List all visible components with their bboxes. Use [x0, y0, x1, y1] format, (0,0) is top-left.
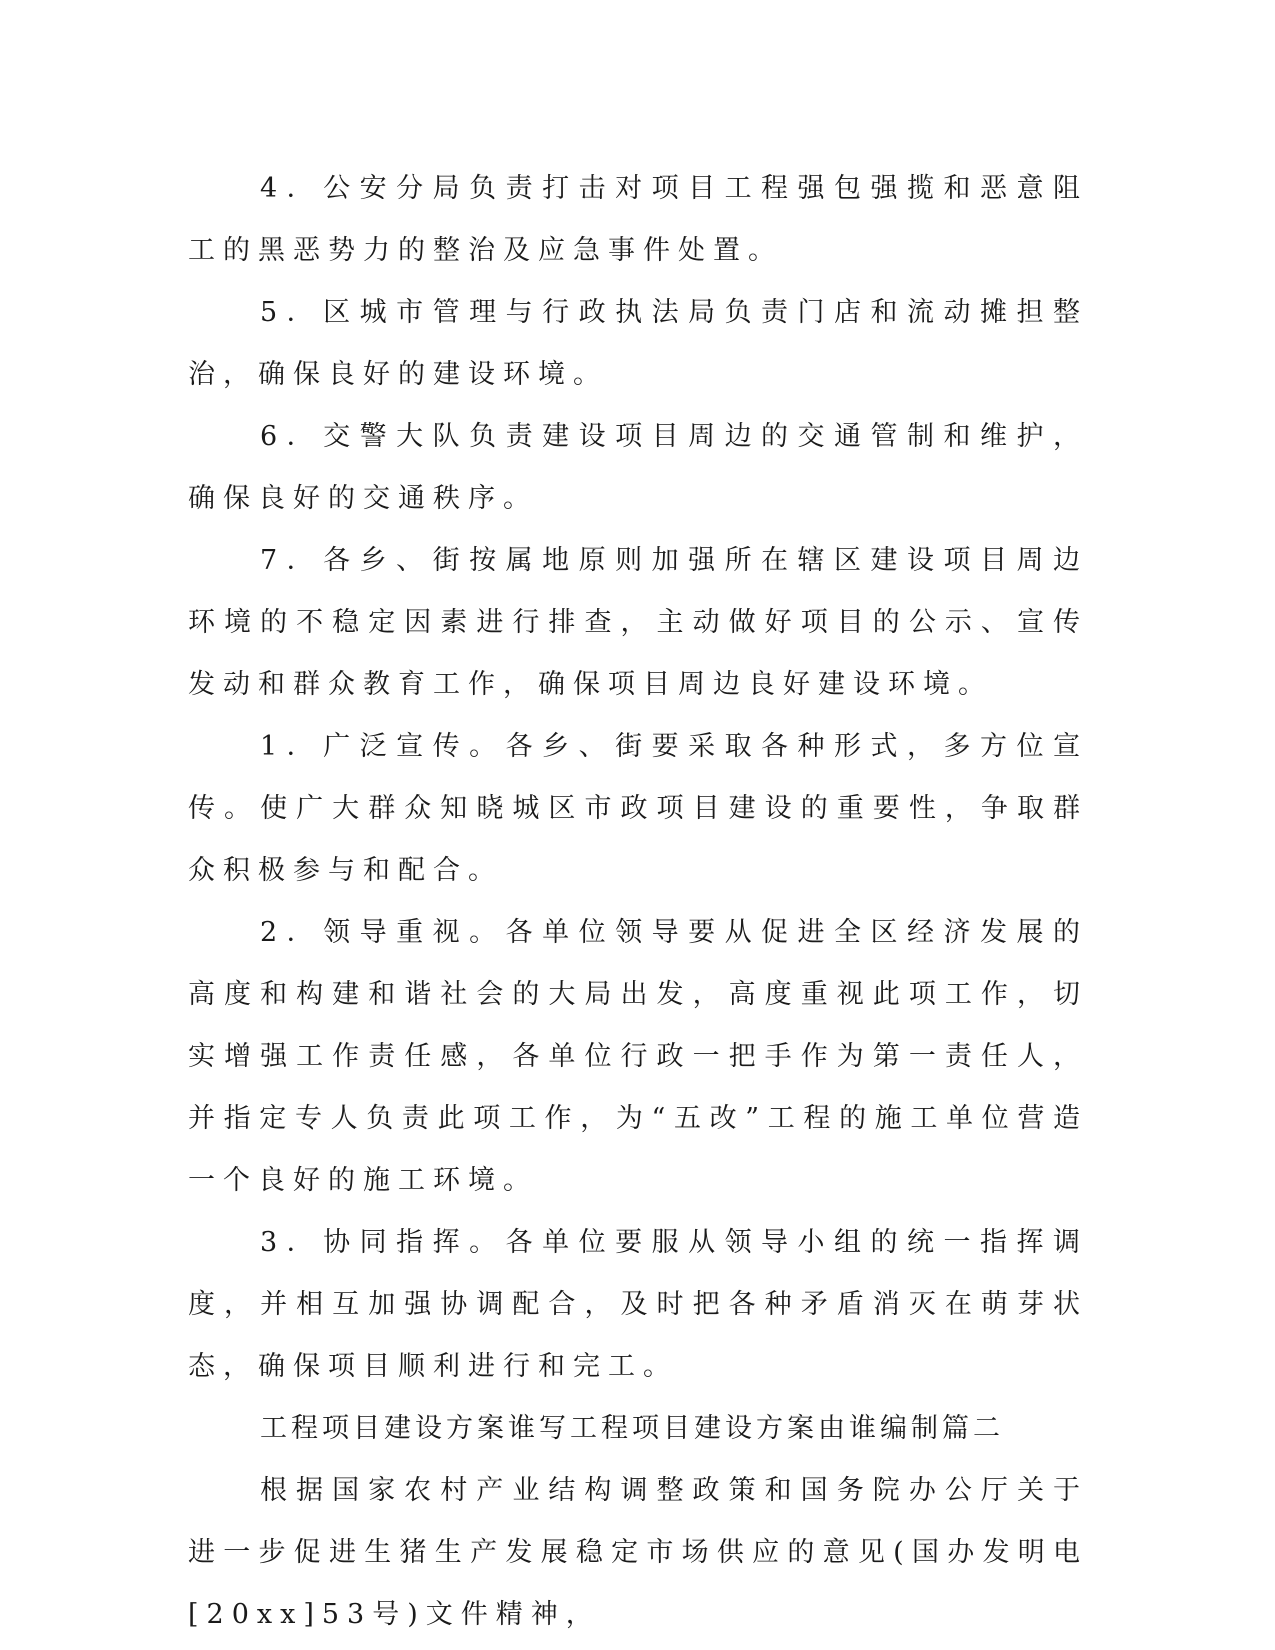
paragraph-leadership: 2．领导重视。各单位领导要从促进全区经济发展的高度和构建和谐社会的大局出发，高度重视此项工作，切实增强工作责任感，各单位行政一把手作为第一责任人，并指定专人负责此项工作，为“五改”工程的施工单位营造一个良好的施工环境。: [188, 917, 1088, 1196]
section-heading: 工程项目建设方案谁写工程项目建设方案由谁编制篇二: [260, 1413, 1004, 1444]
paragraph-publicity: 1．广泛宣传。各乡、街要采取各种形式，多方位宣传。使广大群众知晓城区市政项目建设的重要性，争取群众积极参与和配合。: [188, 731, 1088, 886]
paragraph-townships: 7．各乡、街按属地原则加强所在辖区建设项目周边环境的不稳定因素进行排查，主动做好项目的公示、宣传发动和群众教育工作，确保项目周边良好建设环境。: [188, 545, 1088, 700]
paragraph-policy-basis: 根据国家农村产业结构调整政策和国务院办公厅关于进一步促进生猪生产发展稳定市场供应的意见(国办发明电[20xx]53号)文件精神，: [188, 1475, 1088, 1630]
paragraph-traffic-police: 6．交警大队负责建设项目周边的交通管制和维护，确保良好的交通秩序。: [188, 421, 1088, 514]
paragraph-police: 4．公安分局负责打击对项目工程强包强揽和恶意阻工的黑恶势力的整治及应急事件处置。: [188, 173, 1088, 266]
document-body: [188, 158, 1088, 1646]
paragraph-coordination: 3．协同指挥。各单位要服从领导小组的统一指挥调度，并相互加强协调配合，及时把各种矛盾消灭在萌芽状态，确保项目顺利进行和完工。: [188, 1227, 1088, 1382]
paragraph-city-management: 5．区城市管理与行政执法局负责门店和流动摊担整治，确保良好的建设环境。: [188, 297, 1088, 390]
